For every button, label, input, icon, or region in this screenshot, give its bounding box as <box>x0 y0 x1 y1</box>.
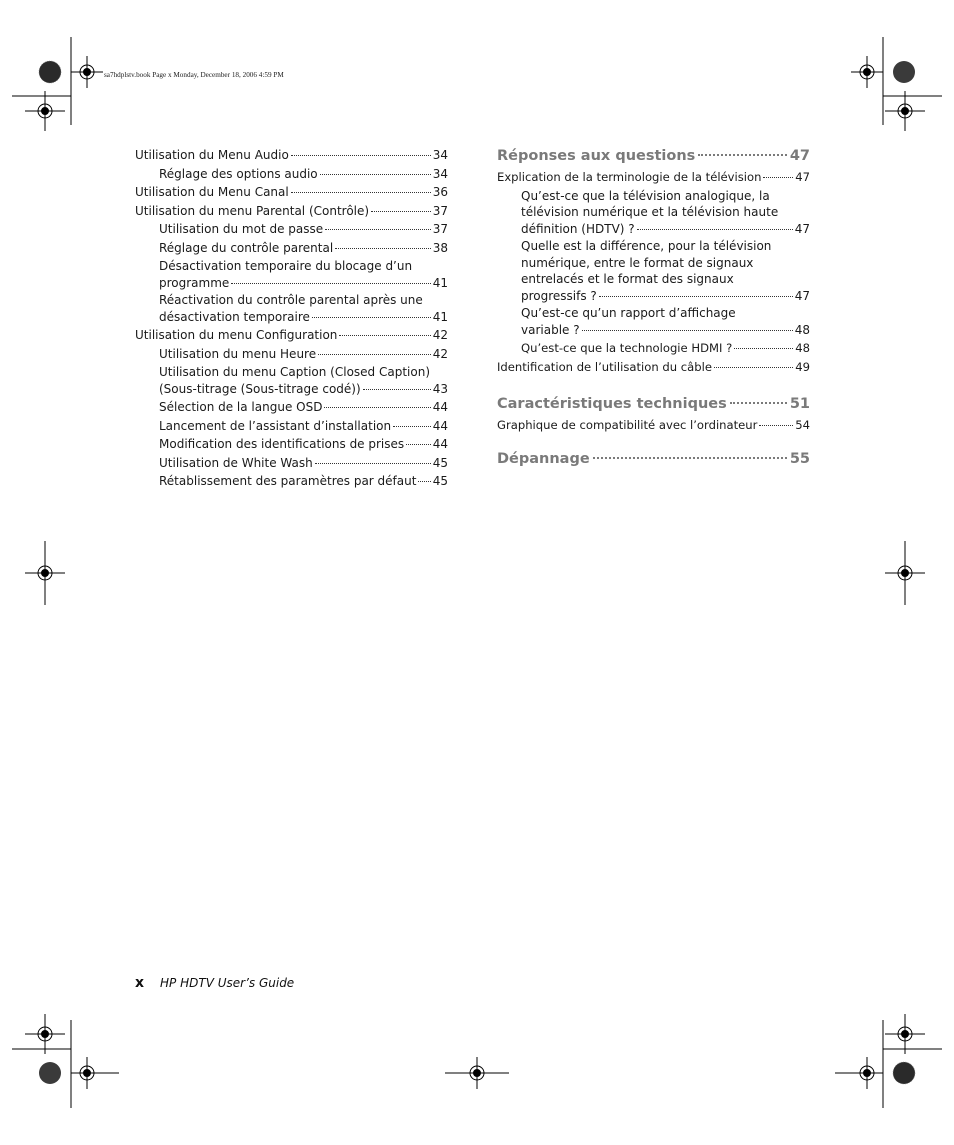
leader-dots <box>318 354 431 355</box>
toc-entry[interactable] <box>135 345 448 364</box>
toc-section-page: 51 <box>789 396 810 412</box>
toc-entry-label-line: progressifs ? <box>521 288 597 303</box>
toc-entry-last-line <box>521 322 810 339</box>
leader-dots <box>325 229 431 230</box>
leader-dots <box>734 348 793 349</box>
toc-left-column <box>135 146 448 491</box>
toc-entry-label: Réglage du contrôle parental <box>159 240 334 255</box>
toc-entry-label: Utilisation du menu Configuration <box>135 328 338 342</box>
toc-page-number: 34 <box>432 166 448 181</box>
leader-dots <box>231 283 430 284</box>
toc-section-title: Dépannage <box>497 450 590 467</box>
toc-page-number: 41 <box>432 309 448 324</box>
toc-entry[interactable] <box>135 258 448 291</box>
leader-dots <box>339 335 430 336</box>
toc-entry[interactable] <box>135 165 448 184</box>
toc-entry-label-line: Qu’est-ce qu’un rapport d’affichage <box>521 306 736 320</box>
toc-entry-label-line: entrelacés et le format des signaux <box>521 272 734 286</box>
toc-page-number: 34 <box>432 148 448 162</box>
toc-entry-label-line: télévision numérique et la télévision haute <box>521 205 779 219</box>
toc-entry-label: Graphique de compatibilité avec l’ordinateur <box>497 418 758 432</box>
toc-entry-label: Lancement de l’assistant d’installation <box>159 418 392 433</box>
toc-entry-label-line: (Sous-titrage (Sous-titrage codé)) <box>159 381 361 396</box>
print-slug-header: sa7hdplstv.book Page x Monday, December 18, 2006 4:59 PM <box>104 71 284 79</box>
toc-entry-label: Utilisation du Menu Canal <box>135 185 289 199</box>
toc-entry[interactable] <box>135 146 448 165</box>
toc-entry-label-line: numérique, entre le format de signaux <box>521 255 754 270</box>
leader-dots <box>291 155 431 156</box>
toc-entry-label: Qu’est-ce que la technologie HDMI ? <box>521 341 733 355</box>
toc-section-heading[interactable] <box>497 449 810 469</box>
footer-page-number: x <box>135 975 145 991</box>
toc-entry-label: Utilisation du Menu Audio <box>135 148 289 162</box>
leader-dots <box>637 229 793 230</box>
toc-page-number: 38 <box>432 240 448 255</box>
toc-entry[interactable] <box>135 435 448 454</box>
toc-entry-last-line <box>159 309 448 326</box>
toc-entry[interactable] <box>135 472 448 491</box>
toc-entry[interactable] <box>497 188 810 238</box>
leader-dots <box>320 174 431 175</box>
toc-page-number: 44 <box>432 418 448 433</box>
toc-entry[interactable] <box>497 238 810 304</box>
toc-right-column <box>497 146 810 469</box>
toc-page-number: 37 <box>432 222 448 236</box>
toc-section-page: 47 <box>789 148 810 164</box>
leader-dots <box>312 317 431 318</box>
leader-dots <box>582 330 793 331</box>
toc-page-number: 47 <box>795 170 810 184</box>
toc-entry-label-line: désactivation temporaire <box>159 309 310 324</box>
toc-section-heading[interactable] <box>497 146 810 166</box>
toc-page-number: 36 <box>432 185 448 199</box>
toc-page-number: 44 <box>432 400 448 414</box>
toc-page-number: 37 <box>432 203 448 218</box>
toc-entry-label: Explication de la terminologie de la télévision <box>497 170 762 184</box>
toc-page-number: 54 <box>795 418 810 432</box>
toc-entry[interactable] <box>497 416 810 435</box>
leader-dots <box>730 402 787 404</box>
leader-dots <box>393 426 431 427</box>
leader-dots <box>763 177 793 178</box>
toc-section-heading[interactable] <box>497 394 810 414</box>
toc-entry[interactable] <box>497 339 810 358</box>
toc-entry[interactable] <box>135 398 448 417</box>
toc-entry-label: Modification des identifications de prises <box>159 437 405 451</box>
toc-entry-label: Utilisation du mot de passe <box>159 222 324 236</box>
leader-dots <box>418 481 430 482</box>
toc-page-number: 47 <box>794 288 810 303</box>
toc-entry-label-line: variable ? <box>521 322 580 337</box>
toc-entry-last-line <box>159 275 448 292</box>
toc-entry-label: Utilisation du menu Heure <box>159 346 317 361</box>
toc-entry[interactable] <box>135 454 448 473</box>
footer-guide-title: HP HDTV User’s Guide <box>160 976 295 990</box>
toc-page-number: 41 <box>432 275 448 290</box>
toc-entry-label-line: Quelle est la différence, pour la télévision <box>521 239 772 253</box>
toc-entry-last-line <box>521 221 810 238</box>
leader-dots <box>759 425 793 426</box>
toc-entry[interactable] <box>135 220 448 239</box>
toc-page-number: 49 <box>795 359 810 374</box>
toc-section-entries <box>497 168 810 376</box>
leader-dots <box>363 389 431 390</box>
toc-section-title: Caractéristiques techniques <box>497 396 727 412</box>
leader-dots <box>714 367 793 368</box>
toc-entry-last-line <box>521 288 810 305</box>
toc-section-title: Réponses aux questions <box>497 148 696 164</box>
toc-page-number: 47 <box>794 221 810 236</box>
toc-entry-label: Utilisation du menu Parental (Contrôle) <box>135 203 370 218</box>
toc-page-number: 45 <box>432 474 448 488</box>
toc-entry[interactable] <box>135 417 448 436</box>
toc-entry-label-line: programme <box>159 275 230 290</box>
toc-entry-label: Rétablissement des paramètres par défaut <box>159 474 417 488</box>
toc-page-number: 42 <box>432 346 448 361</box>
toc-entry-label-line: Réactivation du contrôle parental après une <box>159 293 423 307</box>
toc-entry[interactable] <box>135 183 448 202</box>
toc-entry-last-line <box>159 381 448 398</box>
leader-dots <box>599 296 793 297</box>
toc-entry-label: Utilisation de White Wash <box>159 455 313 470</box>
toc-entry[interactable] <box>135 202 448 221</box>
toc-entry-label-line: Désactivation temporaire du blocage d’un <box>159 259 413 273</box>
toc-entry-label-line: Utilisation du menu Caption (Closed Caption) <box>159 365 431 379</box>
toc-section-page: 55 <box>789 450 810 467</box>
toc-section-entries <box>497 416 810 435</box>
page-footer <box>135 975 294 991</box>
toc-entry[interactable] <box>135 292 448 325</box>
toc-entry-label-line: Qu’est-ce que la télévision analogique, la <box>521 188 770 203</box>
leader-dots <box>593 457 787 459</box>
toc-page-number: 48 <box>795 341 810 355</box>
toc-entry[interactable] <box>135 239 448 258</box>
toc-entry-label: Réglage des options audio <box>159 166 318 181</box>
toc-entry[interactable] <box>135 364 448 397</box>
toc-entry[interactable] <box>497 358 810 377</box>
leader-dots <box>291 192 431 193</box>
leader-dots <box>698 154 787 156</box>
leader-dots <box>371 211 431 212</box>
leader-dots <box>315 463 431 464</box>
leader-dots <box>406 444 431 445</box>
toc-page-number: 42 <box>432 328 448 342</box>
toc-entry-label: Identification de l’utilisation du câble <box>497 359 712 374</box>
leader-dots <box>324 407 430 408</box>
toc-entry-label: Sélection de la langue OSD <box>159 400 323 414</box>
toc-entry[interactable] <box>135 326 448 345</box>
toc-entry[interactable] <box>497 168 810 187</box>
toc-page-number: 48 <box>794 322 810 337</box>
leader-dots <box>335 248 431 249</box>
toc-entry-label-line: définition (HDTV) ? <box>521 221 635 236</box>
toc-page-number: 43 <box>432 381 448 396</box>
toc-page-number: 45 <box>432 455 448 470</box>
toc-page-number: 44 <box>432 437 448 451</box>
toc-entry[interactable] <box>497 305 810 338</box>
